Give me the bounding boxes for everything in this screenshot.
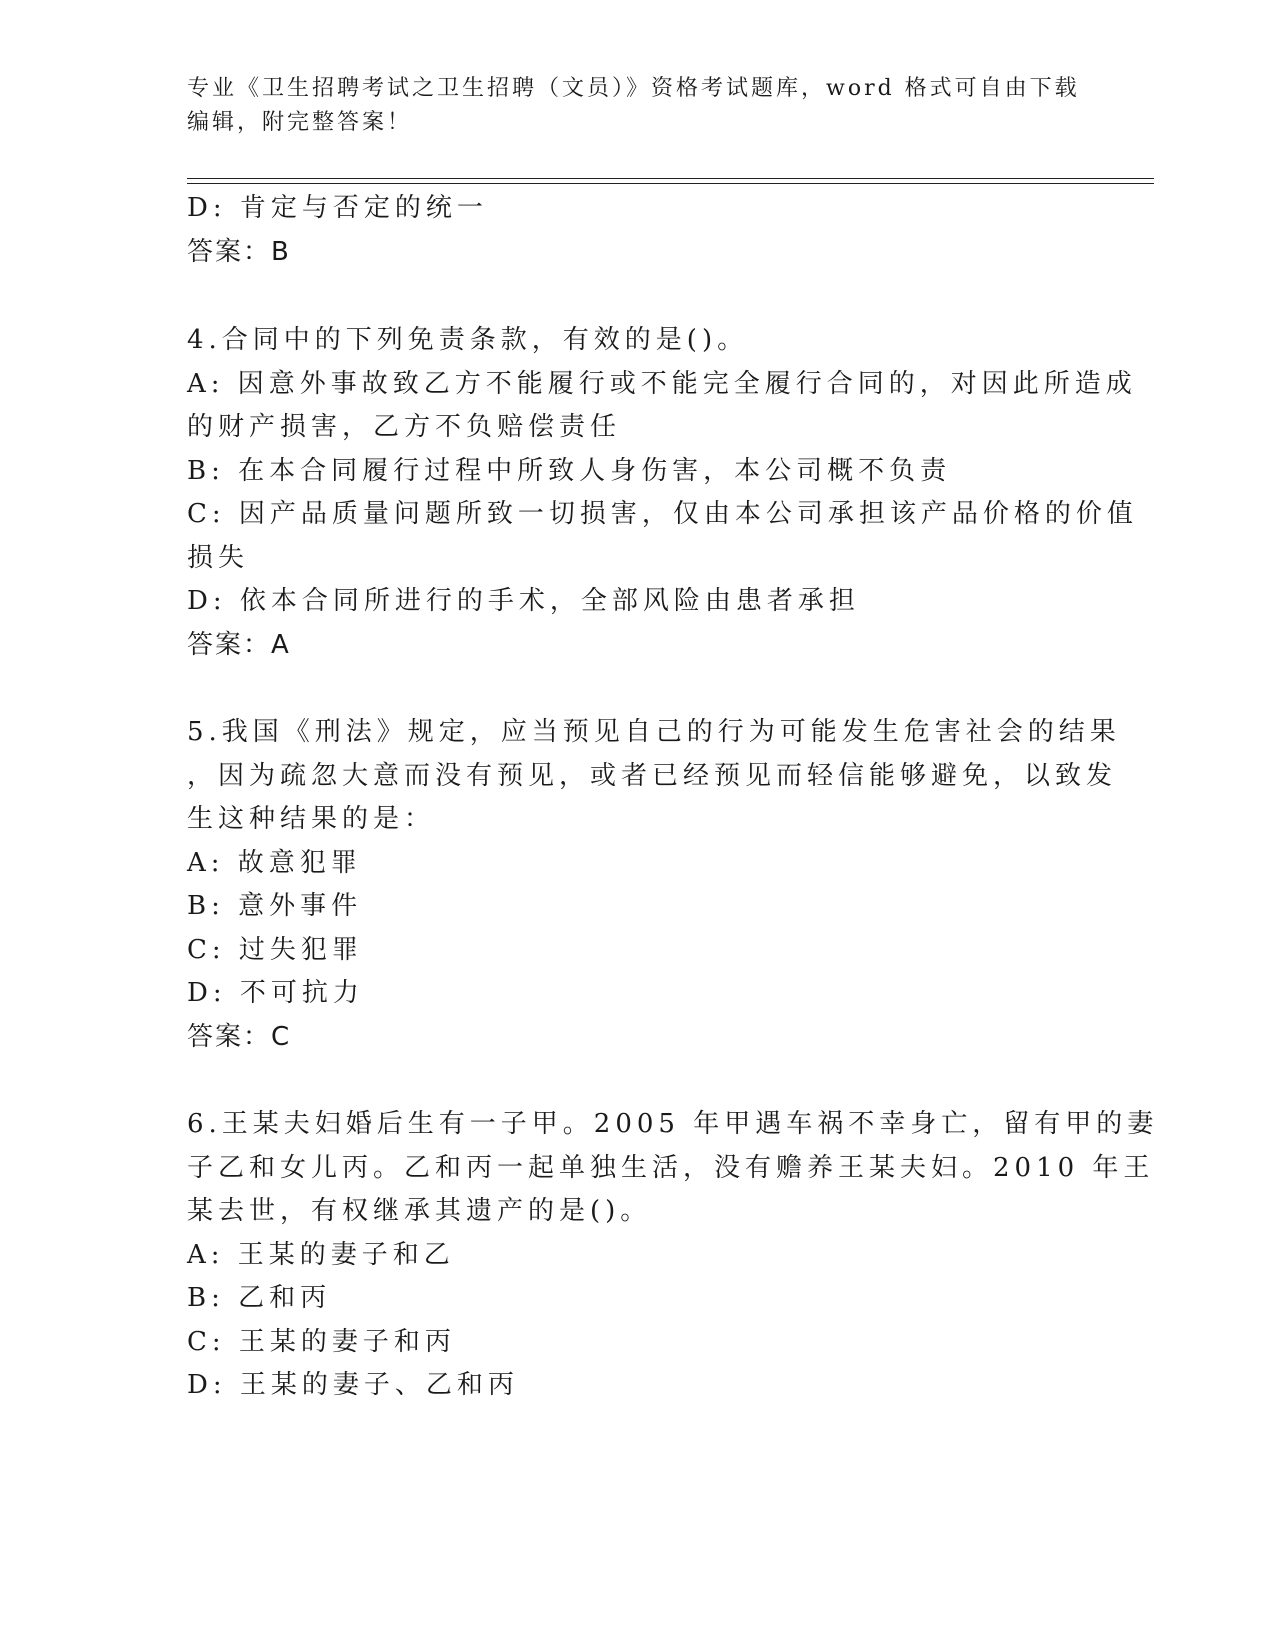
q6-option-a: A: 王某的妻子和乙 bbox=[187, 1240, 455, 1270]
header-rule-bottom bbox=[187, 183, 1154, 184]
q4-answer: 答案：A bbox=[187, 630, 291, 660]
q6-option-d: D: 王某的妻子、乙和丙 bbox=[187, 1370, 519, 1400]
q4-option-c: C: 因产品质量问题所致一切损害，仅由本公司承担该产品价格的价值 bbox=[187, 499, 1138, 529]
q6-stem: 6.王某夫妇婚后生有一子甲。2005 年甲遇车祸不幸身亡，留有甲的妻 bbox=[187, 1109, 1159, 1139]
q5-option-c: C: 过失犯罪 bbox=[187, 935, 363, 965]
q3-answer: 答案：B bbox=[187, 237, 291, 267]
q5-option-b: B: 意外事件 bbox=[187, 891, 363, 921]
q6-stem-cont-1: 子乙和女儿丙。乙和丙一起单独生活，没有赡养王某夫妇。2010 年王 bbox=[187, 1153, 1155, 1183]
q4-option-a: A: 因意外事故致乙方不能履行或不能完全履行合同的，对因此所造成 bbox=[187, 369, 1137, 399]
header-rule-top bbox=[187, 178, 1154, 179]
q5-stem-cont-2: 生这种结果的是： bbox=[187, 804, 436, 834]
q4-option-b: B: 在本合同履行过程中所致人身伤害，本公司概不负责 bbox=[187, 456, 952, 486]
q5-option-d: D: 不可抗力 bbox=[187, 978, 364, 1008]
q6-option-c: C: 王某的妻子和丙 bbox=[187, 1327, 456, 1357]
header-line-2: 编辑，附完整答案！ bbox=[187, 110, 413, 135]
q4-option-d: D: 依本合同所进行的手术，全部风险由患者承担 bbox=[187, 586, 860, 616]
q5-answer: 答案：C bbox=[187, 1022, 292, 1052]
q5-stem-cont-1: ，因为疏忽大意而没有预见，或者已经预见而轻信能够避免，以致发 bbox=[187, 761, 1118, 791]
q6-stem-cont-2: 某去世，有权继承其遗产的是()。 bbox=[187, 1196, 652, 1226]
q4-stem: 4.合同中的下列免责条款，有效的是()。 bbox=[187, 325, 749, 355]
q4-option-a-cont: 的财产损害，乙方不负赔偿责任 bbox=[187, 412, 622, 442]
q6-option-b: B: 乙和丙 bbox=[187, 1283, 332, 1313]
header-line-1: 专业《卫生招聘考试之卫生招聘（文员）》资格考试题库，word 格式可自由下载 bbox=[187, 76, 1080, 101]
q4-option-c-cont: 损失 bbox=[187, 543, 250, 573]
q5-option-a: A: 故意犯罪 bbox=[187, 848, 362, 878]
q5-stem: 5.我国《刑法》规定，应当预见自己的行为可能发生危害社会的结果 bbox=[187, 717, 1121, 747]
q3-option-d: D: 肯定与否定的统一 bbox=[187, 193, 488, 223]
document-header bbox=[187, 72, 1087, 140]
